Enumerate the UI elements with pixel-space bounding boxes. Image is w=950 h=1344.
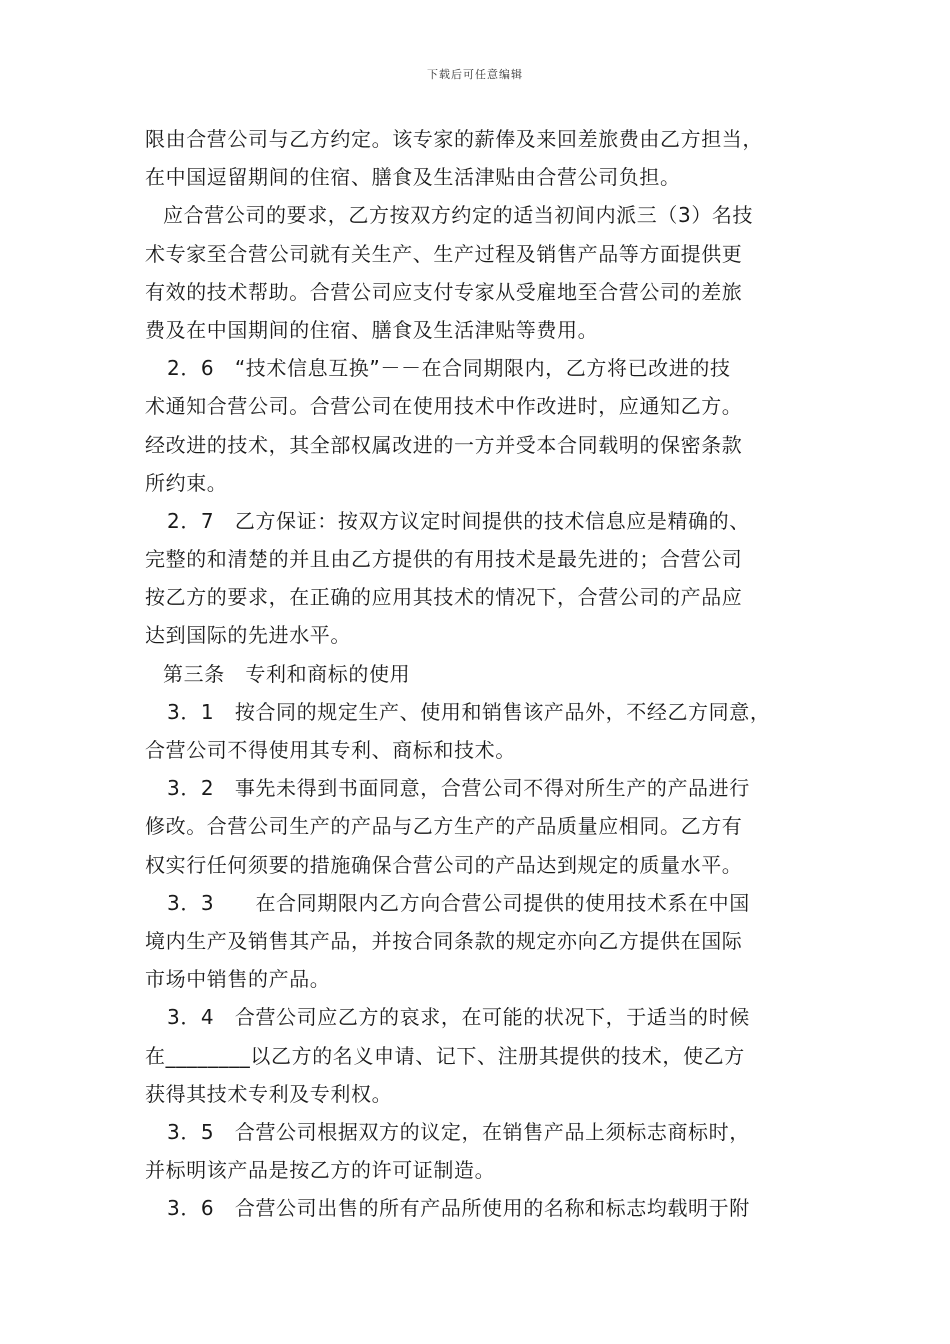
document-body bbox=[145, 120, 815, 1227]
text-line: 修改。合营公司生产的产品与乙方生产的产品质量应相同。乙方有 bbox=[145, 814, 743, 839]
text-line: 术专家至合营公司就有关生产、生产过程及销售产品等方面提供更 bbox=[145, 241, 743, 266]
text-line: 权实行任何须要的措施确保合营公司的产品达到规定的质量水平。 bbox=[145, 852, 743, 877]
text-line: 在________以乙方的名义申请、记下、注册其提供的技术，使乙方 bbox=[145, 1043, 745, 1068]
text-line: 按乙方的要求，在正确的应用其技术的情况下，合营公司的产品应 bbox=[145, 585, 743, 610]
text-line: 达到国际的先进水平。 bbox=[145, 623, 351, 648]
text-line: 限由合营公司与乙方约定。该专家的薪俸及来回差旅费由乙方担当， bbox=[145, 127, 763, 151]
clause-2-7-line: 2．7 乙方保证：按双方议定时间提供的技术信息应是精确的、 bbox=[167, 508, 750, 533]
text-line: 并标明该产品是按乙方的许可证制造。 bbox=[145, 1158, 496, 1183]
clause-3-2-line: 3．2 事先未得到书面同意，合营公司不得对所生产的产品进行 bbox=[167, 776, 750, 801]
clause-2-6-line: 2．6 “技术信息互换”－－在合同期限内，乙方将已改进的技 bbox=[167, 356, 731, 381]
text-line: 在中国逗留期间的住宿、膳食及生活津贴由合营公司负担。 bbox=[145, 165, 681, 190]
clause-3-4-line: 3．4 合营公司应乙方的哀求，在可能的状况下，于适当的时候 bbox=[167, 1005, 750, 1030]
clause-3-5-line: 3．5 合营公司根据双方的议定，在销售产品上须标志商标时， bbox=[167, 1119, 750, 1144]
text-line: 经改进的技术，其全部权属改进的一方并受本合同载明的保密条款 bbox=[145, 432, 743, 457]
text-line: 境内生产及销售其产品，并按合同条款的规定亦向乙方提供在国际 bbox=[145, 928, 743, 953]
text-line: 有效的技术帮助。合营公司应支付专家从受雇地至合营公司的差旅 bbox=[145, 279, 743, 304]
text-line: 获得其技术专利及专利权。 bbox=[145, 1081, 393, 1106]
page-header-note: 下载后可任意编辑 bbox=[427, 68, 523, 81]
text-line: 合营公司不得使用其专利、商标和技术。 bbox=[145, 738, 516, 762]
article-3-heading: 第三条 专利和商标的使用 bbox=[163, 661, 411, 686]
paragraph-start-line: 应合营公司的要求，乙方按双方约定的适当初间内派三（3）名技 bbox=[163, 203, 754, 228]
clause-3-6-line: 3．6 合营公司出售的所有产品所使用的名称和标志均载明于附 bbox=[167, 1196, 750, 1221]
text-line: 术通知合营公司。合营公司在使用技术中作改进时，应通知乙方。 bbox=[145, 394, 743, 419]
clause-3-1-line: 3．1 按合同的规定生产、使用和销售该产品外，不经乙方同意， bbox=[167, 699, 771, 724]
text-line: 费及在中国期间的住宿、膳食及生活津贴等费用。 bbox=[145, 317, 599, 342]
clause-3-3-line: 3．3 在合同期限内乙方向合营公司提供的使用技术系在中国 bbox=[167, 890, 750, 915]
text-line: 所约束。 bbox=[145, 470, 228, 495]
text-line: 完整的和清楚的并且由乙方提供的有用技术是最先进的；合营公司 bbox=[145, 547, 743, 572]
text-line: 市场中销售的产品。 bbox=[145, 967, 331, 992]
